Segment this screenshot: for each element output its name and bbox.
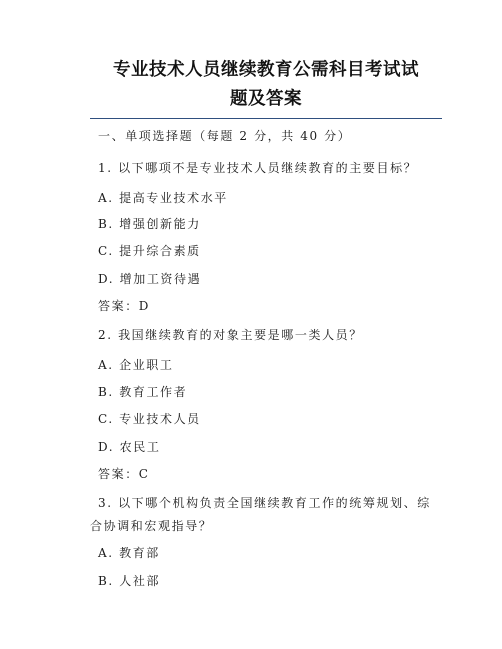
question-2-answer: 答案：C xyxy=(98,467,150,481)
question-3-stem-line-2: 合协调和宏观指导？ xyxy=(90,519,213,533)
question-2-option-c: C. 专业技术人员 xyxy=(98,412,201,426)
question-3-option-a: A. 教育部 xyxy=(98,546,160,560)
document-title-line-1: 专业技术人员继续教育公需科目考试试 xyxy=(113,60,419,80)
document-title-line-2: 题及答案 xyxy=(230,89,302,109)
question-1-stem: 1. 以下哪项不是专业技术人员继续教育的主要目标？ xyxy=(98,161,418,175)
question-2-option-d: D. 农民工 xyxy=(98,440,161,454)
question-2-option-b: B. 教育工作者 xyxy=(98,385,188,399)
question-2-option-a: A. 企业职工 xyxy=(98,358,174,372)
question-1-option-a: A. 提高专业技术水平 xyxy=(98,191,228,205)
title-divider xyxy=(90,118,442,119)
question-3-option-b: B. 人社部 xyxy=(98,574,161,588)
question-1-option-b: B. 增强创新能力 xyxy=(98,217,201,231)
question-1-answer: 答案：D xyxy=(98,299,151,313)
question-3-stem-line-1: 3. 以下哪个机构负责全国继续教育工作的统筹规划、综 xyxy=(98,496,431,510)
question-1-option-d: D. 增加工资待遇 xyxy=(98,272,202,286)
section-header: 一、单项选择题（每题 2 分，共 40 分） xyxy=(98,129,352,143)
question-2-stem: 2. 我国继续教育的对象主要是哪一类人员？ xyxy=(98,328,363,342)
question-1-option-c: C. 提升综合素质 xyxy=(98,244,201,258)
